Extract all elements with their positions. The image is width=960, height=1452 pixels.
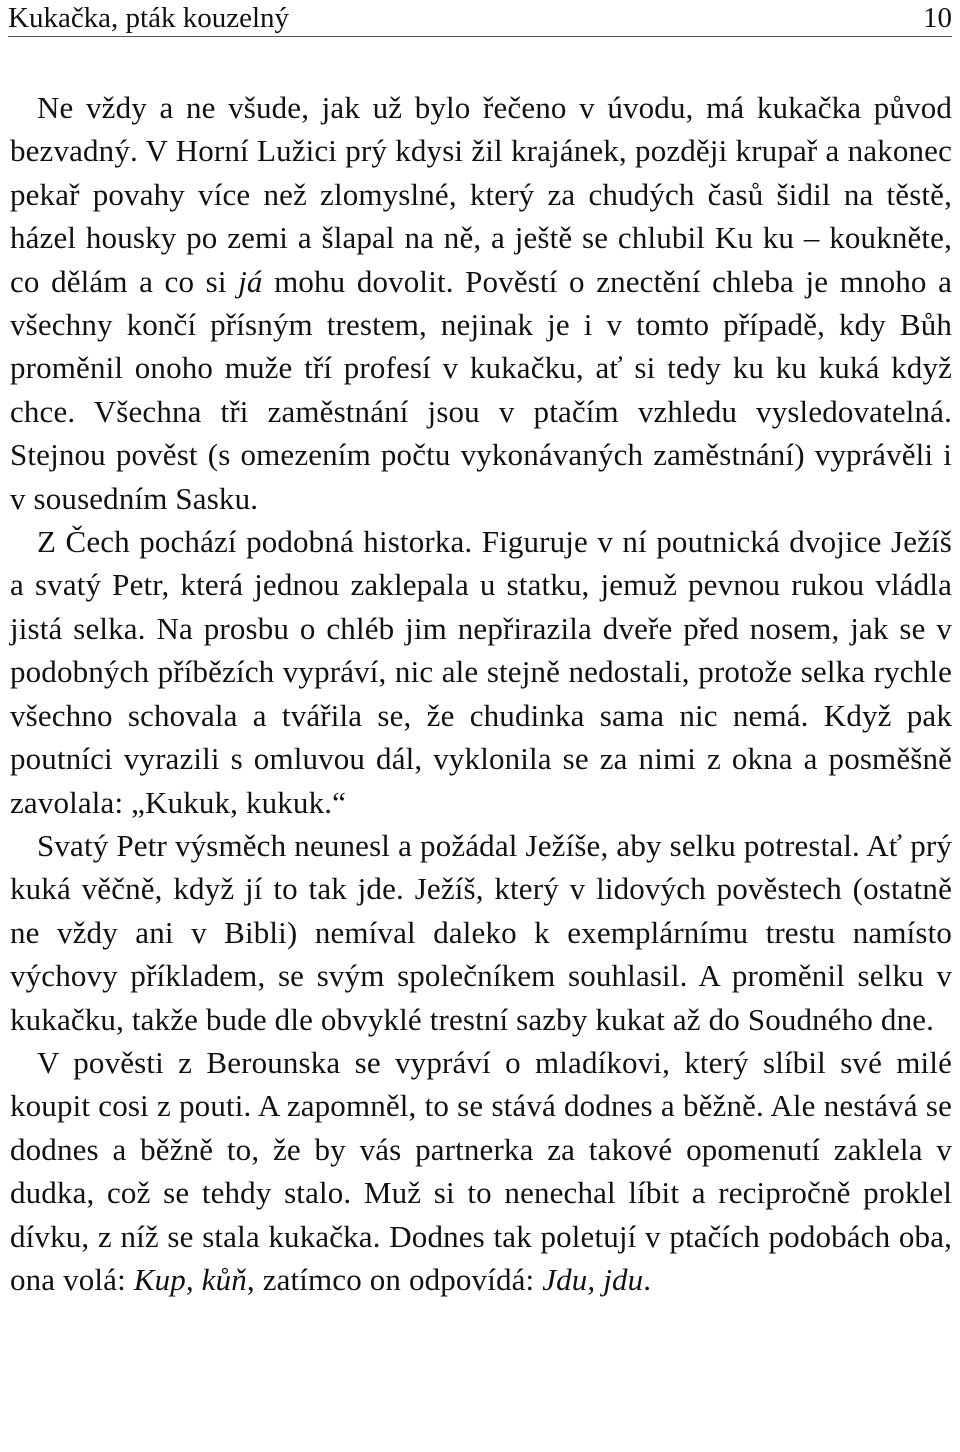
paragraph: Svatý Petr výsměch neunesl a požádal Ježíše, aby selku potrestal. Ať prý kuká věčně, když jí to tak jde. Ježíš, který v lidových pověstech (ostatně ne vždy ani v Bibli) nemíval daleko k exemplárnímu trestu namísto výchovy příkladem, se svým společníkem souhlasil. A proměnil selku v kukačku, takže bude dle obvyklé trestní sazby kukat až do Soudného dne. — [10, 827, 952, 1037]
paragraph-text: Ne vždy a ne všude, jak už bylo řečeno v úvodu, má kukačka původ bezvadný. V Horní Lužici prý kdysi žil krajánek, později krupař a nakonec pekař povahy více než zlomyslné, který za chudých časů šidil na těstě, házel housky po zemi a šlapal na ně, a ještě se chlubil Ku ku – koukněte, co dělám a co si — [10, 90, 952, 299]
body-text — [10, 86, 952, 1301]
emphasized-text: Kup, kůň — [133, 1261, 247, 1297]
paragraph-text: V pověsti z Berounska se vypráví o mladíkovi, který slíbil své milé koupit cosi z pouti. A zapomněl, to se stává dodnes a běžně. Ale nestává se dodnes a běžně to, že by vás partnerka za takové opomenutí zaklela v dudka, což se tehdy stalo. Muž si to nenechal líbit a recipročně proklel dívku, z níž se stala kukačka. Dodnes tak poletují v ptačích podobách oba, ona volá: — [10, 1044, 952, 1297]
page-number: 10 — [923, 2, 952, 34]
paragraph-text: , zatímco on odpovídá: — [246, 1261, 543, 1297]
paragraph — [10, 86, 952, 520]
running-header — [8, 2, 952, 37]
paragraph-text: mohu dovolit. Pověstí o znectění chleba je mnoho a všechny končí přísným trestem, nejinak je i v tomto případě, kdy Bůh proměnil onoho muže tří profesí v kukačku, ať si tedy ku ku kuká když chce. Všechna tři zaměstnání jsou v ptačím vzhledu vysledovatelná. Stejnou pověst (s omezením počtu vykonávaných zaměstnání) vyprávěli i v sousedním Sasku. — [10, 263, 952, 516]
emphasized-text: já — [238, 263, 263, 299]
paragraph: Z Čech pochází podobná historka. Figuruje v ní poutnická dvojice Ježíš a svatý Petr, která jednou zaklepala u statku, jemuž pevnou rukou vládla jistá selka. Na prosbu o chléb jim nepřirazila dveře před nosem, jak se v podobných příbězích vypráví, nic ale stejně nedostali, protože selka rychle všechno schovala a tvářila se, že chudinka sama nic nemá. Když pak poutníci vyrazili s omluvou dál, vyklonila se za nimi z okna a posměšně zavolala: „Kukuk, kukuk.“ — [10, 524, 952, 820]
emphasized-text: Jdu, jdu — [542, 1261, 644, 1297]
paragraph — [10, 1041, 952, 1301]
paragraph-text: . — [643, 1261, 652, 1297]
running-header-title: Kukačka, pták kouzelný — [8, 2, 290, 34]
